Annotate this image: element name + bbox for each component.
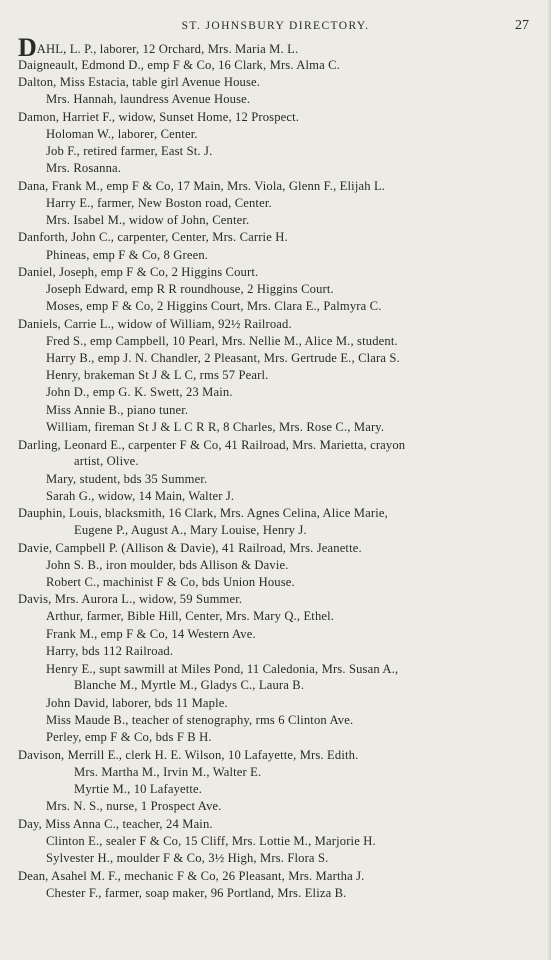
directory-entry-text: Robert C., machinist F & Co, bds Union House. bbox=[46, 575, 295, 589]
directory-entry-text: Davie, Campbell P. (Allison & Davie), 41 Railroad, Mrs. Jeanette. bbox=[18, 541, 362, 555]
directory-line bbox=[46, 160, 121, 176]
directory-entry-text: Sylvester H., moulder F & Co, 3½ High, Mrs. Flora S. bbox=[46, 851, 329, 865]
directory-entry-text: Fred S., emp Campbell, 10 Pearl, Mrs. Nellie M., Alice M., student. bbox=[46, 334, 398, 348]
directory-line bbox=[46, 419, 384, 435]
directory-entry-text: Perley, emp F & Co, bds F B H. bbox=[46, 730, 212, 744]
directory-entry-text: Blanche M., Myrtle M., Gladys C., Laura B. bbox=[74, 678, 305, 692]
directory-line bbox=[46, 850, 328, 866]
directory-line bbox=[46, 298, 382, 314]
directory-line bbox=[18, 868, 364, 884]
directory-entry-text: Job F., retired farmer, East St. J. bbox=[46, 144, 213, 158]
directory-line bbox=[46, 367, 268, 383]
directory-line bbox=[46, 471, 207, 487]
directory-entry-text: Darling, Leonard E., carpenter F & Co, 41 Railroad, Mrs. Marietta, crayon bbox=[18, 438, 406, 452]
directory-line bbox=[46, 333, 398, 349]
directory-entry-text: Damon, Harriet F., widow, Sunset Home, 12 Prospect. bbox=[18, 110, 300, 124]
directory-line bbox=[46, 126, 198, 142]
directory-line bbox=[46, 557, 289, 573]
directory-entry-text: Holoman W., laborer, Center. bbox=[46, 127, 198, 141]
directory-entry-text: Henry E., supt sawmill at Miles Pond, 11 Caledonia, Mrs. Susan A., bbox=[46, 662, 399, 676]
directory-entry-text: Harry B., emp J. N. Chandler, 2 Pleasant, Mrs. Gertrude E., Clara S. bbox=[46, 351, 400, 365]
directory-line bbox=[46, 195, 272, 211]
directory-entry-text: Mrs. Hannah, laundress Avenue House. bbox=[46, 92, 251, 106]
page-number: 27 bbox=[515, 18, 529, 33]
directory-entry-text: Danforth, John C., carpenter, Center, Mrs. Carrie H. bbox=[18, 230, 288, 244]
directory-entry-text: Arthur, farmer, Bible Hill, Center, Mrs. Mary Q., Ethel. bbox=[46, 609, 335, 623]
directory-entry-text: Miss Maude B., teacher of stenography, rms 6 Clinton Ave. bbox=[46, 713, 354, 727]
directory-line bbox=[46, 798, 222, 814]
directory-entry-text: Eugene P., August A., Mary Louise, Henry J. bbox=[74, 523, 307, 537]
directory-line bbox=[18, 229, 288, 245]
directory-entry-text: Miss Annie B., piano tuner. bbox=[46, 403, 189, 417]
directory-line bbox=[74, 453, 139, 469]
page-header bbox=[0, 18, 551, 36]
directory-entry-text: Sarah G., widow, 14 Main, Walter J. bbox=[46, 489, 235, 503]
directory-line bbox=[46, 661, 398, 677]
directory-entry-text: Daniel, Joseph, emp F & Co, 2 Higgins Court. bbox=[18, 265, 259, 279]
directory-line bbox=[46, 247, 208, 263]
directory-line bbox=[46, 402, 188, 418]
directory-line bbox=[46, 833, 376, 849]
directory-line bbox=[74, 781, 202, 797]
directory-line bbox=[46, 350, 400, 366]
directory-entry-text: Mrs. Martha M., Irvin M., Walter E. bbox=[74, 765, 262, 779]
directory-entry-text: Harry E., farmer, New Boston road, Center. bbox=[46, 196, 272, 210]
directory-entry-text: Myrtie M., 10 Lafayette. bbox=[74, 782, 203, 796]
directory-entry-text: Davis, Mrs. Aurora L., widow, 59 Summer. bbox=[18, 592, 243, 606]
directory-entry-text: Mary, student, bds 35 Summer. bbox=[46, 472, 208, 486]
directory-entry-text: Dean, Asahel M. F., mechanic F & Co, 26 Pleasant, Mrs. Martha J. bbox=[18, 869, 365, 883]
directory-entry-text: John S. B., iron moulder, bds Allison & Davie. bbox=[46, 558, 289, 572]
directory-entry-text: Mrs. N. S., nurse, 1 Prospect Ave. bbox=[46, 799, 222, 813]
directory-entry-text: Daigneault, Edmond D., emp F & Co, 16 Clark, Mrs. Alma C. bbox=[18, 58, 340, 72]
directory-entry-text: Daniels, Carrie L., widow of William, 92½ Railroad. bbox=[18, 317, 292, 331]
directory-entry-text: AHL, L. P., laborer, 12 Orchard, Mrs. Maria M. L. bbox=[36, 42, 299, 56]
directory-line bbox=[74, 677, 304, 693]
directory-line bbox=[18, 33, 299, 62]
drop-cap-letter: D bbox=[18, 33, 37, 62]
directory-entry-text: artist, Olive. bbox=[74, 454, 139, 468]
directory-entry-text: Harry, bds 112 Railroad. bbox=[46, 644, 174, 658]
directory-entry-text: Davison, Merrill E., clerk H. E. Wilson, 10 Lafayette, Mrs. Edith. bbox=[18, 748, 359, 762]
directory-line bbox=[46, 488, 234, 504]
running-title: ST. JOHNSBURY DIRECTORY. bbox=[181, 20, 370, 32]
directory-line bbox=[46, 91, 250, 107]
directory-line bbox=[46, 729, 212, 745]
directory-entry-text: Clinton E., sealer F & Co, 15 Cliff, Mrs. Lottie M., Marjorie H. bbox=[46, 834, 376, 848]
directory-line bbox=[46, 212, 249, 228]
directory-entry-text: Henry, brakeman St J & L C, rms 57 Pearl. bbox=[46, 368, 269, 382]
directory-line bbox=[18, 264, 258, 280]
directory-line bbox=[18, 747, 358, 763]
directory-line bbox=[74, 522, 307, 538]
directory-entry-text: Frank M., emp F & Co, 14 Western Ave. bbox=[46, 627, 256, 641]
directory-line bbox=[18, 316, 292, 332]
directory-line bbox=[18, 109, 299, 125]
directory-entry-text: Dalton, Miss Estacia, table girl Avenue House. bbox=[18, 75, 261, 89]
directory-line bbox=[46, 384, 233, 400]
directory-entry-text: John D., emp G. K. Swett, 23 Main. bbox=[46, 385, 233, 399]
directory-line bbox=[46, 281, 334, 297]
directory-line bbox=[18, 57, 340, 73]
directory-line bbox=[18, 74, 260, 90]
directory-line bbox=[46, 608, 334, 624]
directory-line bbox=[46, 885, 346, 901]
directory-line bbox=[18, 591, 242, 607]
directory-line bbox=[46, 143, 212, 159]
directory-entry-text: John David, laborer, bds 11 Maple. bbox=[46, 696, 228, 710]
directory-line bbox=[18, 816, 213, 832]
directory-entry-text: Dauphin, Louis, blacksmith, 16 Clark, Mrs. Agnes Celina, Alice Marie, bbox=[18, 506, 388, 520]
directory-entry-text: Phineas, emp F & Co, 8 Green. bbox=[46, 248, 209, 262]
directory-entry-text: Mrs. Rosanna. bbox=[46, 161, 122, 175]
directory-line bbox=[46, 695, 228, 711]
directory-entry-text: Day, Miss Anna C., teacher, 24 Main. bbox=[18, 817, 213, 831]
directory-entry-text: Joseph Edward, emp R R roundhouse, 2 Higgins Court. bbox=[46, 282, 334, 296]
directory-line bbox=[46, 626, 256, 642]
directory-entry-text: William, fireman St J & L C R R, 8 Charles, Mrs. Rose C., Mary. bbox=[46, 420, 385, 434]
directory-line bbox=[46, 712, 353, 728]
directory-entry-text: Chester F., farmer, soap maker, 96 Portland, Mrs. Eliza B. bbox=[46, 886, 347, 900]
directory-entry-text: Mrs. Isabel M., widow of John, Center. bbox=[46, 213, 250, 227]
directory-line bbox=[18, 178, 385, 194]
directory-line bbox=[46, 574, 295, 590]
directory-line bbox=[18, 505, 388, 521]
directory-line bbox=[18, 437, 405, 453]
directory-line bbox=[46, 643, 173, 659]
directory-entry-text: Dana, Frank M., emp F & Co, 17 Main, Mrs. Viola, Glenn F., Elijah L. bbox=[18, 179, 386, 193]
directory-entry-text: Moses, emp F & Co, 2 Higgins Court, Mrs. Clara E., Palmyra C. bbox=[46, 299, 382, 313]
directory-line bbox=[74, 764, 261, 780]
directory-line bbox=[18, 540, 362, 556]
